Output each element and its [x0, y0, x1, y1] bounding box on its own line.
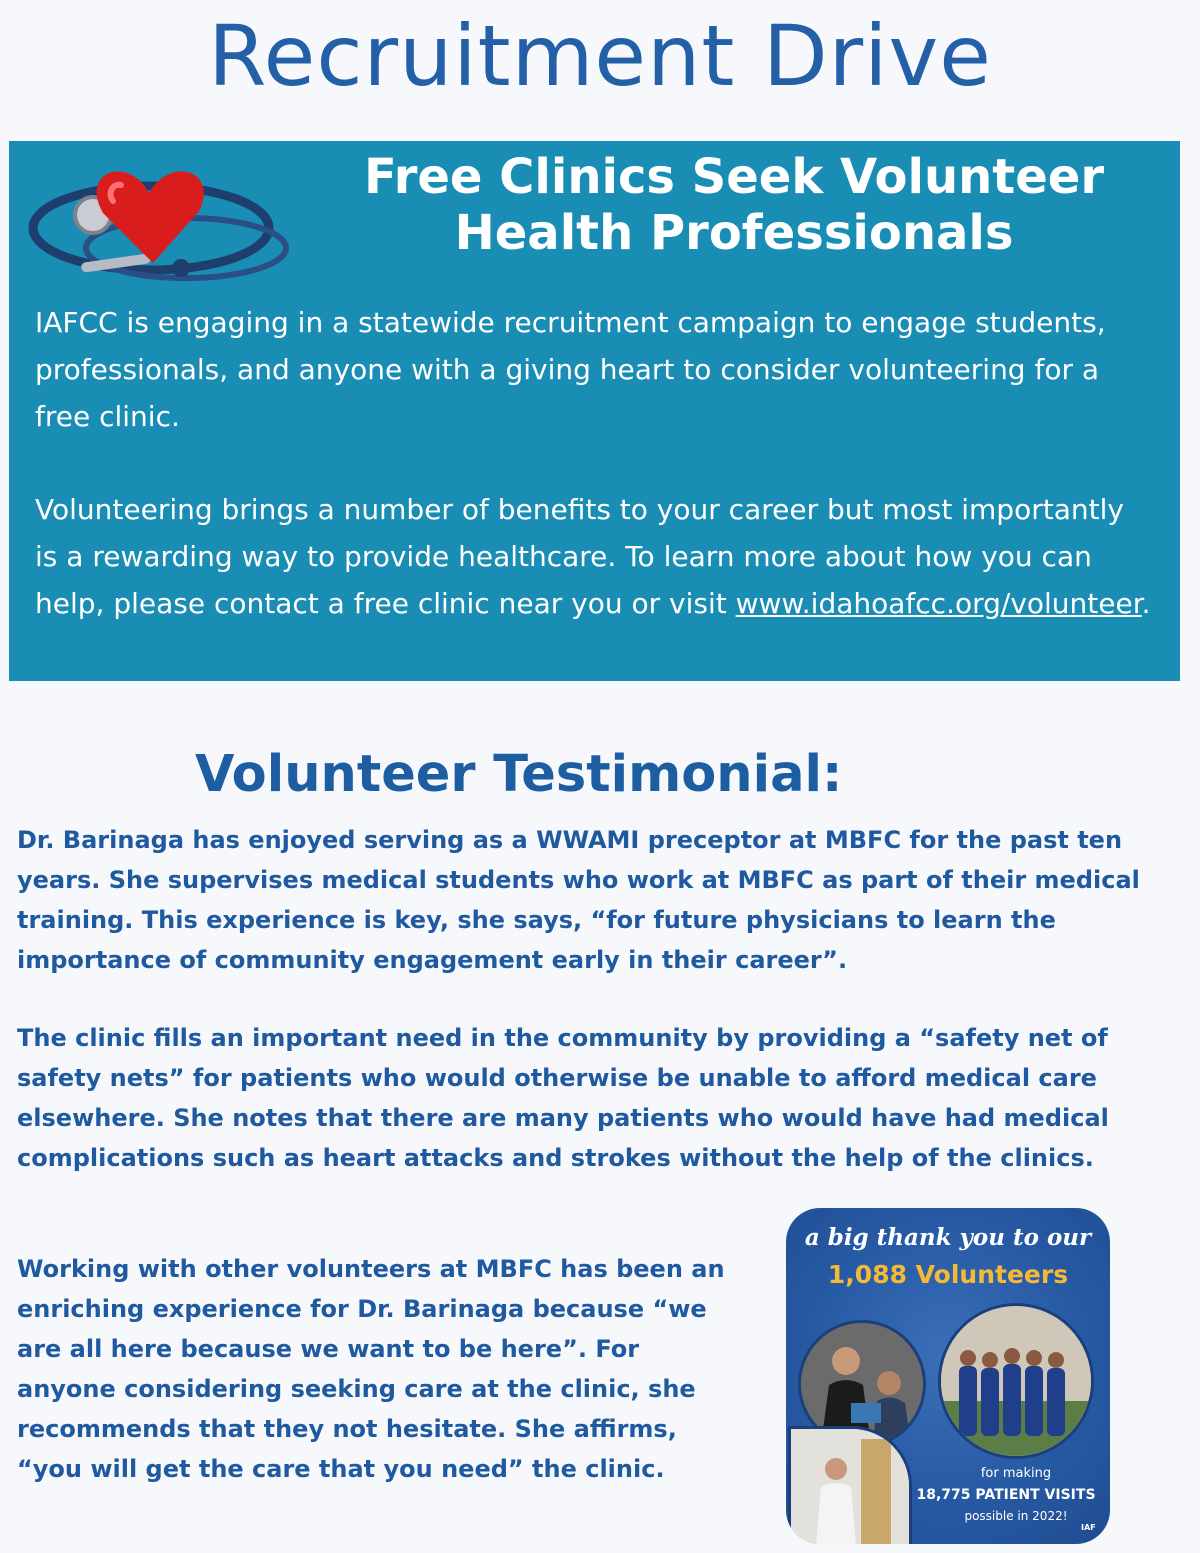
thanks-script-text: a big thank you to our — [804, 1224, 1092, 1251]
banner-heading — [309, 149, 1159, 261]
testimonial-heading: Volunteer Testimonial: — [195, 745, 843, 804]
page-title: Recruitment Drive — [208, 7, 992, 105]
banner-heading-line2: Health Professionals — [454, 205, 1014, 261]
heart-stethoscope-icon — [21, 153, 301, 298]
testimonial-paragraph: Working with other volunteers at MBFC has been an enriching experience for Dr. Barinaga because “we are all here because we want to be here”. For anyone considering seeking care at the clinic, she recommends that they not hesitate. She affirms, “you will get the care that you need” the clinic. — [17, 1255, 725, 1483]
banner-heading-line1: Free Clinics Seek Volunteer — [363, 149, 1105, 205]
patient-visits-count: 18,775 PATIENT VISITS — [916, 1487, 1096, 1503]
volunteer-link[interactable]: www.idahoafcc.org/volunteer — [735, 587, 1142, 620]
recruitment-banner — [9, 141, 1180, 681]
testimonial-paragraph: The clinic fills an important need in the community by providing a “safety net of safety nets” for patients who would otherwise be unable to afford medical care elsewhere. She notes that there are many patients who would have had medical complications such as heart attacks and strokes without the help of the clinics. — [17, 1024, 1109, 1172]
volunteer-thanks-card — [786, 1208, 1110, 1544]
banner-paragraph-text: Volunteering brings a number of benefits to your career but most importantly is a rewarding way to provide healthcare. To learn more about how you can help, please contact a free clinic near you or visit — [35, 493, 1124, 620]
volunteers-group-photo — [938, 1303, 1094, 1459]
testimonial-paragraph: Dr. Barinaga has enjoyed serving as a WWAMI preceptor at MBFC for the past ten years. She supervises medical students who work at MBFC as part of their medical training. This experience is key, she says, “for future physicians to learn the importance of community engagement early in their career”. — [17, 826, 1140, 974]
volunteer-count: 1,088 Volunteers — [827, 1260, 1069, 1289]
banner-paragraph-end: . — [1141, 587, 1151, 620]
clinic-hallway-photo — [788, 1426, 912, 1544]
thanks-for-text: for making — [980, 1466, 1052, 1481]
thanks-year-text: possible in 2022! — [964, 1509, 1068, 1523]
iafcc-logo: IAF — [1081, 1523, 1096, 1532]
banner-paragraph-contact — [35, 486, 1155, 627]
banner-paragraph: IAFCC is engaging in a statewide recruitment campaign to engage students, professionals, and anyone with a giving heart to consider volunteering for a free clinic. — [35, 306, 1106, 433]
